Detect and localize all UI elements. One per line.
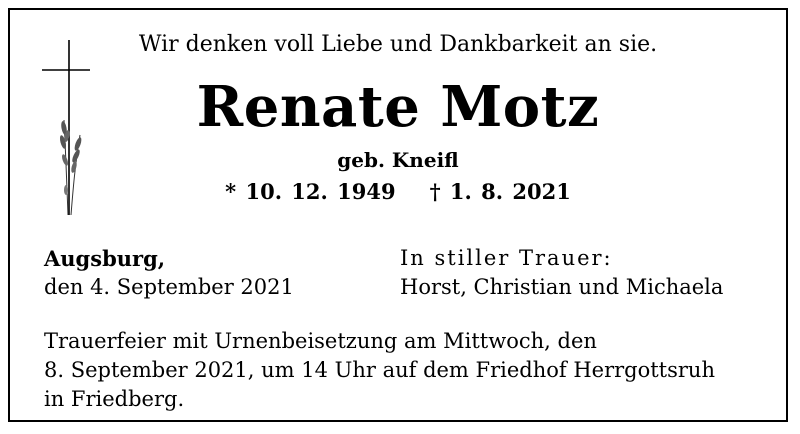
service-line: 8. September 2021, um 14 Uhr auf dem Friedhof Herrgottsruh bbox=[44, 358, 715, 382]
place: Augsburg, bbox=[44, 246, 166, 271]
deceased-name: Renate Motz bbox=[196, 74, 600, 140]
service-info bbox=[44, 327, 764, 414]
obituary-notice bbox=[8, 8, 788, 422]
death-date: † 1. 8. 2021 bbox=[429, 179, 571, 204]
birth-date: * 10. 12. 1949 bbox=[225, 179, 396, 204]
service-line: Trauerfeier mit Urnenbeisetzung am Mittwoch, den bbox=[44, 329, 597, 353]
maiden-name: geb. Kneifl bbox=[337, 148, 459, 172]
life-dates bbox=[10, 179, 786, 204]
intro-line: Wir denken voll Liebe und Dankbarkeit an sie. bbox=[138, 32, 658, 57]
mourning-heading: In stiller Trauer: bbox=[400, 246, 613, 270]
service-line: in Friedberg. bbox=[44, 387, 185, 411]
date-line: den 4. September 2021 bbox=[44, 275, 294, 299]
mourners: Horst, Christian und Michaela bbox=[400, 275, 724, 299]
